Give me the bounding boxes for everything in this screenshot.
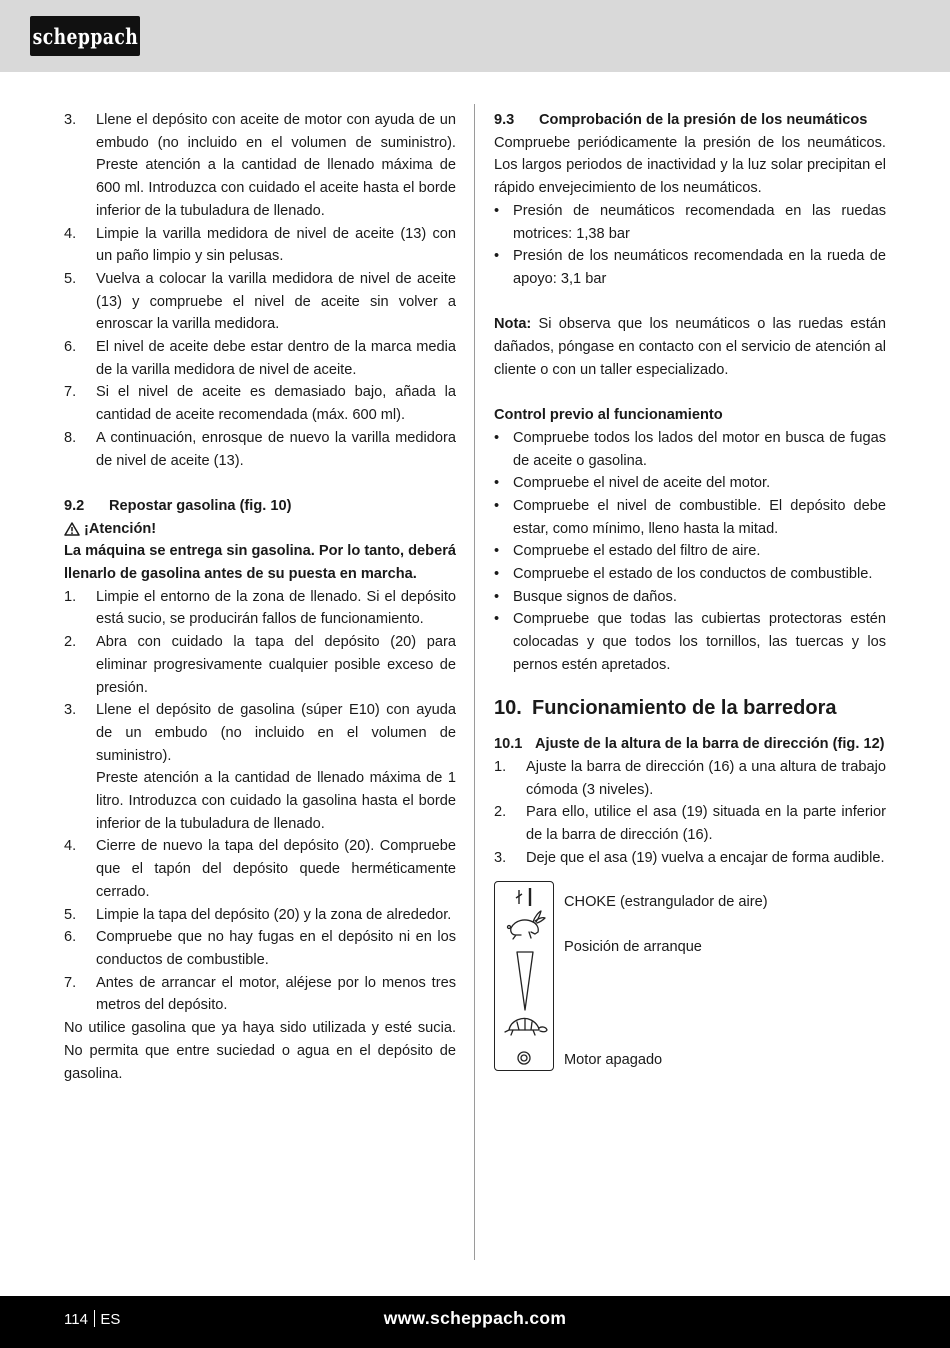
list-item	[64, 427, 456, 472]
list-item-text: Compruebe que todas las cubiertas protectoras estén colocadas y que todos los tornillos, las tuercas y los pernos estén apretados.	[513, 611, 886, 673]
step-text: Limpie la tapa del depósito (20) y la zona de alrededor.	[96, 906, 452, 923]
oil-steps-list	[64, 109, 456, 472]
brand-logo	[30, 16, 140, 56]
step-number: 1.	[494, 758, 507, 775]
list-item	[494, 801, 886, 846]
step-text: Limpie la varilla medidora de nivel de aceite (13) con un paño limpio y sin pelusas.	[96, 225, 456, 265]
list-item	[494, 245, 886, 290]
choke-icon	[516, 888, 530, 906]
warning-text: La máquina se entrega sin gasolina. Por lo tanto, deberá llenarlo de gasolina antes de su puesta en marcha.	[64, 543, 456, 583]
footer-bar	[0, 1296, 950, 1348]
note-text: Si observa que los neumáticos o las ruedas están dañados, póngase en contacto con el servicio de atención al cliente o con un taller especializado.	[494, 316, 886, 378]
section-heading-10-1	[494, 733, 886, 756]
list-item-text: Compruebe el estado del filtro de aire.	[513, 543, 761, 560]
section-number: 9.2	[64, 497, 85, 514]
bullet: •	[494, 202, 500, 219]
list-item	[494, 608, 886, 676]
list-item-text: Compruebe el nivel de combustible. El depósito debe estar, como mínimo, lleno hasta la mitad.	[513, 497, 886, 537]
list-item	[64, 631, 456, 699]
bullet: •	[494, 566, 500, 583]
rabbit-icon	[508, 911, 546, 939]
brand-logo-text: scheppach	[32, 23, 138, 49]
section-title: Comprobación de la presión de los neumáticos	[539, 112, 868, 128]
section-number: 10.1	[494, 736, 523, 753]
steering-steps-list	[494, 756, 886, 870]
step-text: Limpie el entorno de la zona de llenado. Si el depósito está sucio, se producirán fallos de funcionamiento.	[96, 588, 456, 628]
precheck-list	[494, 427, 886, 677]
step-number: 3.	[64, 702, 77, 719]
throttle-symbols-graphic	[495, 882, 555, 1072]
step-number: 3.	[494, 849, 507, 866]
list-item-text: Compruebe el estado de los conductos de combustible.	[513, 566, 873, 583]
step-text: Compruebe que no hay fugas en el depósito ni en los conductos de combustible.	[96, 929, 456, 968]
step-number: 7.	[64, 384, 77, 401]
section-title: Repostar gasolina (fig. 10)	[109, 497, 292, 514]
note-paragraph	[494, 313, 886, 381]
bullet: •	[494, 429, 500, 446]
step-text: El nivel de aceite debe estar dentro de la marca media de la varilla medidora de nivel de aceite.	[96, 339, 456, 378]
step-number: 6.	[64, 339, 77, 356]
bullet: •	[494, 588, 500, 605]
list-item-text: Presión de los neumáticos recomendada en la rueda de apoyo: 3,1 bar	[513, 248, 886, 287]
list-item	[64, 268, 456, 336]
list-item	[64, 223, 456, 268]
step-number: 4.	[64, 225, 77, 242]
step-text: Antes de arrancar el motor, aléjese por lo menos tres metros del depósito.	[96, 974, 456, 1014]
list-item	[64, 699, 456, 835]
step-number: 1.	[64, 588, 77, 605]
choke-label: CHOKE (estrangulador de aire)	[564, 894, 768, 911]
bullet: •	[494, 475, 500, 492]
header-bar	[0, 0, 950, 72]
step-text-part: Preste atención a la cantidad de llenado máxima de 1 litro. Introduzca con cuidado la gasolina hasta el borde inferior de la tubuladura de llenado.	[96, 770, 456, 832]
step-text: Para ello, utilice el asa (19) situada en la parte inferior de la barra de dirección (16).	[526, 804, 886, 844]
engine-off-label: Motor apagado	[564, 1052, 663, 1069]
section-number: 9.3	[494, 112, 515, 128]
list-item	[64, 586, 456, 631]
column-divider	[474, 104, 475, 1260]
step-text: Si el nivel de aceite es demasiado bajo, añada la cantidad de aceite recomendada (máx. 600 ml).	[96, 384, 456, 424]
section-title: Funcionamiento de la barredora	[532, 696, 837, 719]
list-item	[64, 381, 456, 426]
step-text: Vuelva a colocar la varilla medidora de nivel de aceite (13) y compruebe el nivel de aceite sin volver a enroscar la varilla medidora.	[96, 270, 456, 333]
fuel-steps-list	[64, 586, 456, 1017]
list-item	[64, 109, 456, 223]
warning-triangle-icon	[64, 522, 80, 536]
attention-label: ¡Atención!	[84, 520, 157, 537]
step-text-part: Llene el depósito de gasolina (súper E10) con ayuda de un embudo (no incluido en el volumen de suministro).	[96, 702, 456, 764]
section-number: 10.	[494, 696, 522, 719]
step-number: 4.	[64, 838, 77, 855]
step-text: Cierre de nuevo la tapa del depósito (20). Compruebe que el tapón del depósito quede herméticamente cerrado.	[96, 838, 456, 900]
closing-paragraph: No utilice gasolina que ya haya sido utilizada y esté sucia. No permita que entre suciedad o agua en el depósito de gasolina.	[64, 1020, 456, 1082]
list-item	[494, 495, 886, 540]
section-heading-9-3	[494, 109, 886, 132]
bullet: •	[494, 497, 500, 514]
step-text	[96, 699, 456, 835]
stop-icon	[518, 1052, 530, 1064]
list-item	[494, 427, 886, 472]
list-item	[494, 847, 886, 870]
step-number: 2.	[494, 804, 507, 821]
throttle-wedge-icon	[517, 952, 533, 1010]
list-item	[64, 336, 456, 381]
step-number: 5.	[64, 906, 77, 923]
turtle-icon	[505, 1019, 547, 1036]
list-item	[494, 200, 886, 245]
list-item	[494, 540, 886, 563]
section-title: Ajuste de la altura de la barra de dirección (fig. 12)	[535, 736, 885, 753]
left-column	[64, 109, 456, 1085]
list-item-text: Compruebe el nivel de aceite del motor.	[513, 475, 771, 492]
language-code: ES	[100, 1311, 121, 1328]
section-heading-9-2	[64, 495, 456, 518]
throttle-symbol-panel	[494, 881, 554, 1071]
step-number: 5.	[64, 270, 77, 287]
attention-line	[64, 518, 456, 541]
start-position-label: Posición de arranque	[564, 939, 702, 956]
throttle-symbols	[494, 879, 886, 1079]
section-heading-10	[494, 697, 886, 720]
step-number: 6.	[64, 929, 77, 946]
bullet: •	[494, 611, 500, 628]
list-item-text: Presión de neumáticos recomendada en las ruedas motrices: 1,38 bar	[513, 202, 886, 242]
pressure-list	[494, 200, 886, 291]
precheck-heading: Control previo al funcionamiento	[494, 407, 723, 424]
list-item	[494, 563, 886, 586]
step-text: A continuación, enrosque de nuevo la varilla medidora de nivel de aceite (13).	[96, 429, 456, 469]
note-label: Nota:	[494, 316, 532, 333]
step-text: Abra con cuidado la tapa del depósito (20) para eliminar progresivamente cualquier posible exceso de presión.	[96, 634, 456, 696]
list-item	[64, 926, 456, 971]
step-text: Llene el depósito con aceite de motor con ayuda de un embudo (no incluido en el volumen de suministro). Preste atención a la cantidad de llenado máxima de 600 ml. Introduzca con cuidado el aceite hasta el borde inferior de la tubuladura de llenado.	[96, 112, 456, 219]
list-item	[494, 472, 886, 495]
list-item	[64, 904, 456, 927]
list-item-text: Compruebe todos los lados del motor en busca de fugas de aceite o gasolina.	[513, 429, 886, 469]
list-item	[64, 835, 456, 903]
step-number: 8.	[64, 429, 77, 446]
step-text: Ajuste la barra de dirección (16) a una altura de trabajo cómoda (3 niveles).	[526, 758, 886, 798]
list-item	[494, 586, 886, 609]
website-url: www.scheppach.com	[383, 1308, 567, 1328]
page-number: 114	[64, 1311, 88, 1328]
step-number: 3.	[64, 112, 77, 128]
tire-pressure-paragraph: Compruebe periódicamente la presión de los neumáticos. Los largos periodos de inactividad y la luz solar precipitan el rápido envejecimiento de los neumáticos.	[494, 134, 886, 197]
list-item-text: Busque signos de daños.	[513, 588, 677, 605]
bullet: •	[494, 248, 500, 265]
right-column	[494, 109, 886, 1079]
bullet: •	[494, 543, 500, 560]
step-text: Deje que el asa (19) vuelva a encajar de forma audible.	[526, 849, 885, 866]
step-number: 7.	[64, 974, 77, 991]
step-number: 2.	[64, 634, 77, 651]
list-item	[64, 972, 456, 1017]
list-item	[494, 756, 886, 801]
